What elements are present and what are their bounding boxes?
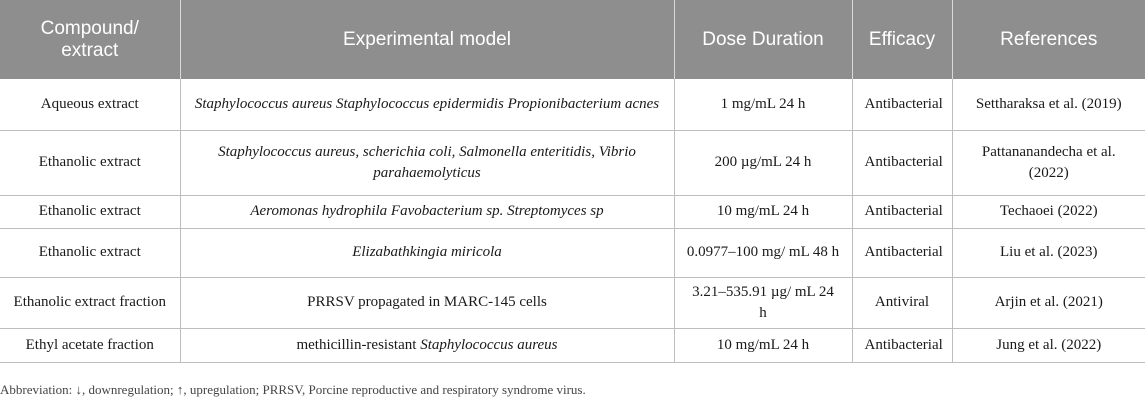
cell-reference: Pattananandecha et al. (2022) (952, 130, 1145, 195)
cell-reference: Techaoei (2022) (952, 195, 1145, 228)
table-row (0, 79, 1145, 130)
model-text: methicillin-resistant (296, 336, 421, 353)
cell-compound: Ethanolic extract (0, 228, 180, 277)
cell-dose-duration: 10 mg/mL 24 h (674, 328, 852, 362)
cell-dose-duration: 1 mg/mL 24 h (674, 79, 852, 130)
table-row (0, 228, 1145, 277)
header-compound: Compound/ extract (0, 0, 180, 79)
cell-dose-duration: 3.21–535.91 µg/ mL 24 h (674, 277, 852, 328)
cell-efficacy: Antiviral (852, 277, 952, 328)
table-body (0, 79, 1145, 362)
cell-dose-duration: 10 mg/mL 24 h (674, 195, 852, 228)
cell-compound: Aqueous extract (0, 79, 180, 130)
model-text: PRRSV propagated in MARC-145 cells (307, 294, 547, 310)
cell-experimental-model (180, 228, 674, 277)
cell-experimental-model (180, 79, 674, 130)
cell-efficacy: Antibacterial (852, 79, 952, 130)
header-references: References (952, 0, 1145, 79)
header-dose-duration: Dose Duration (674, 0, 852, 79)
header-efficacy: Efficacy (852, 0, 952, 79)
cell-efficacy: Antibacterial (852, 228, 952, 277)
cell-dose-duration: 0.0977–100 mg/ mL 48 h (674, 228, 852, 277)
cell-dose-duration: 200 µg/mL 24 h (674, 130, 852, 195)
cell-experimental-model (180, 328, 674, 362)
model-species: Aeromonas hydrophila Favobacterium sp. Streptomyces sp (250, 203, 604, 219)
table-row (0, 328, 1145, 362)
table-row (0, 130, 1145, 195)
table-footnote: Abbreviation: ↓, downregulation; ↑, upregulation; PRRSV, Porcine reproductive and respiratory syndrome virus. (0, 382, 586, 397)
model-species: Staphylococcus aureus, scherichia coli, Salmonella enteritidis, Vibrio parahaemolyticus (218, 143, 636, 181)
header-experimental-model: Experimental model (180, 0, 674, 79)
cell-reference: Jung et al. (2022) (952, 328, 1145, 362)
header-row (0, 0, 1145, 79)
cell-compound: Ethanolic extract fraction (0, 277, 180, 328)
cell-reference: Settharaksa et al. (2019) (952, 79, 1145, 130)
table-header (0, 0, 1145, 79)
cell-experimental-model (180, 195, 674, 228)
table-row (0, 277, 1145, 328)
cell-experimental-model (180, 130, 674, 195)
cell-reference: Arjin et al. (2021) (952, 277, 1145, 328)
cell-compound: Ethyl acetate fraction (0, 328, 180, 362)
cell-efficacy: Antibacterial (852, 328, 952, 362)
cell-experimental-model (180, 277, 674, 328)
model-species: Staphylococcus aureus (420, 336, 558, 353)
model-species: Elizabathkingia miricola (352, 244, 502, 260)
table-row (0, 195, 1145, 228)
cell-compound: Ethanolic extract (0, 130, 180, 195)
cell-compound: Ethanolic extract (0, 195, 180, 228)
model-species: Staphylococcus aureus Staphylococcus epidermidis Propionibacterium acnes (194, 95, 660, 112)
cell-reference: Liu et al. (2023) (952, 228, 1145, 277)
cell-efficacy: Antibacterial (852, 195, 952, 228)
cell-efficacy: Antibacterial (852, 130, 952, 195)
